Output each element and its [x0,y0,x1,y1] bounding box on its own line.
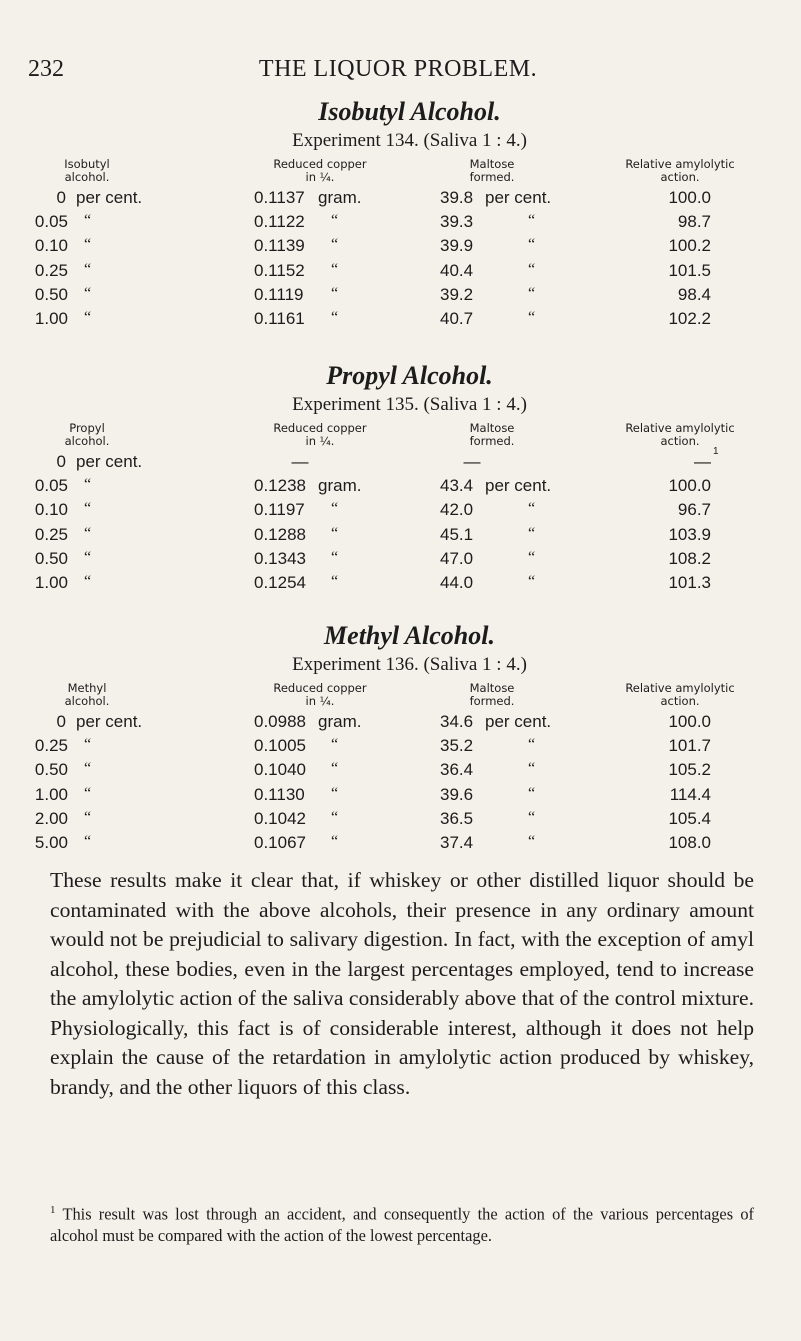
alcohol-percent: 1.00 [34,573,68,592]
alcohol-percent: 0 [56,452,66,471]
alcohol-percent-unit: “ [84,736,92,754]
maltose-formed: 43.4 [440,476,474,496]
relative-action: 114.4 [669,784,711,804]
reduced-copper: 0.1067 [254,833,306,852]
reduced-copper-unit: “ [331,736,339,754]
relative-action: 108.2 [668,548,711,568]
table-row [0,500,801,522]
maltose-formed: 39.9 [440,236,474,256]
alcohol-percent-unit: “ [84,236,92,254]
reduced-copper: 0.1139 [254,236,305,256]
table-row [0,760,801,782]
table-row [0,261,801,283]
maltose-formed: 39.3 [440,212,474,232]
maltose-formed: 40.7 [440,309,474,328]
maltose-formed: 34.6 [440,712,474,731]
column-header: Reduced copper [273,681,367,695]
reduced-copper-unit: “ [331,284,339,302]
column-header: Relative amylolytic [625,681,735,695]
column-header: in ¼. [305,434,335,448]
column-header: action. [660,694,700,708]
column-header: alcohol. [64,434,110,448]
reduced-copper: 0.1197 [254,500,305,520]
table-title: Propyl Alcohol. [326,361,493,390]
maltose-unit: “ [528,236,536,254]
table-row [0,212,801,234]
page-number: 232 [28,56,64,82]
alcohol-percent-unit: “ [84,309,92,326]
maltose-unit: per cent. [485,188,552,207]
column-header: in ¼. [305,170,335,184]
reduced-copper: — [291,452,309,471]
table-title: Isobutyl Alcohol. [318,97,501,126]
alcohol-percent-unit: “ [84,784,92,802]
reduced-copper: 0.1042 [254,808,306,828]
reduced-copper: 0.1238 [254,476,306,496]
table-row [0,236,801,258]
maltose-formed: 35.2 [440,736,474,756]
alcohol-percent-unit: “ [84,548,92,566]
column-header: Maltose [469,681,515,695]
relative-action: 108.0 [668,833,711,852]
reduced-copper-unit: gram. [318,712,362,731]
reduced-copper-unit: “ [331,236,339,254]
alcohol-percent-unit: “ [84,524,92,542]
alcohol-percent: 0.05 [34,212,68,232]
table-row [0,712,801,734]
reduced-copper-unit: “ [331,573,339,590]
table-row [0,549,801,571]
alcohol-percent-unit: “ [84,808,92,826]
table-row [0,736,801,758]
propyl-section [0,360,801,592]
maltose-unit: “ [528,284,536,302]
table-row [0,785,801,807]
alcohol-percent: 5.00 [34,833,68,852]
alcohol-percent: 0.25 [34,260,68,280]
alcohol-percent-unit: per cent. [76,452,143,471]
relative-action: — [694,452,711,471]
maltose-unit: “ [528,760,536,778]
reduced-copper-unit: “ [331,808,339,826]
relative-action: 98.7 [677,212,711,232]
reduced-copper-unit: “ [331,833,339,850]
alcohol-percent: 1.00 [34,784,68,804]
reduced-copper-unit: “ [331,760,339,778]
relative-action: 96.7 [677,500,711,520]
footnote-text: This result was lost through an accident, and consequently the action of the various percentages of alcohol must be compared with the action of the lowest percentage. [50,1204,754,1245]
alcohol-percent: 0.50 [34,760,68,780]
maltose-unit: “ [528,309,536,326]
table-row [0,809,801,831]
maltose-unit: “ [528,808,536,826]
table-row [0,833,801,855]
column-header: Maltose [469,421,515,435]
column-header: Relative amylolytic [625,157,735,171]
footnote-mark: 1 [50,1204,56,1216]
relative-action: 100.0 [668,712,711,731]
alcohol-percent-unit: per cent. [76,712,143,731]
relative-action: 98.4 [677,284,711,304]
column-header: Maltose [469,157,515,171]
alcohol-percent-unit: “ [84,212,92,230]
column-header: alcohol. [64,694,110,708]
footnote-reference: 1 [713,446,719,457]
methyl-section [0,620,801,852]
maltose-unit: “ [528,212,536,230]
maltose-formed: — [463,452,481,471]
alcohol-percent-unit: “ [84,833,92,850]
alcohol-percent-unit: “ [84,284,92,302]
maltose-formed: 47.0 [440,548,474,568]
reduced-copper: 0.0988 [254,712,306,731]
reduced-copper-unit: “ [331,260,339,278]
maltose-unit: per cent. [485,712,552,731]
maltose-formed: 39.8 [440,188,474,207]
reduced-copper: 0.1040 [254,760,306,780]
alcohol-percent-unit: “ [84,760,92,778]
table-row [0,573,801,595]
table-row [0,476,801,498]
relative-action: 100.0 [668,476,711,496]
table-row [0,525,801,547]
reduced-copper: 0.1137 [254,188,305,207]
relative-action: 105.2 [668,760,711,780]
maltose-unit: “ [528,573,536,590]
reduced-copper-unit: gram. [318,188,362,207]
reduced-copper-unit: “ [331,212,339,230]
relative-action: 100.0 [668,188,711,207]
reduced-copper: 0.1343 [254,548,306,568]
reduced-copper-unit: “ [331,500,339,518]
alcohol-percent-unit: “ [84,260,92,278]
relative-action: 101.7 [668,736,711,756]
relative-action: 101.3 [668,573,711,592]
column-header: Isobutyl [64,157,110,171]
column-header: Propyl [69,421,105,435]
table-subtitle: Experiment 136. (Saliva 1 : 4.) [292,654,527,675]
relative-action: 102.2 [668,309,711,328]
reduced-copper: 0.1122 [254,212,305,232]
reduced-copper: 0.1152 [254,260,305,280]
relative-action: 105.4 [668,808,711,828]
maltose-unit: per cent. [485,476,552,496]
table-subtitle: Experiment 135. (Saliva 1 : 4.) [292,394,527,415]
body-paragraph: These results make it clear that, if whiskey or other distilled liquor should be contaminated with the above alcohols, their presence in any ordinary amount would not be prejudicial to salivary digestion. In fact, with the exception of amyl alcohol, these bodies, even in the largest percentages employed, tend to increase the amylolytic action of the saliva considerably above that of the control mixture. Physiologically, this fact is of considerable interest, although it does not help explain the cause of the retardation in amylolytic action produced by whiskey, brandy, and the other liquors of this class. [50,868,754,1099]
alcohol-percent: 1.00 [34,309,68,328]
column-header: Reduced copper [273,157,367,171]
maltose-unit: “ [528,736,536,754]
alcohol-percent: 0 [56,712,66,731]
maltose-unit: “ [528,833,536,850]
column-header: formed. [469,434,515,448]
reduced-copper: 0.1288 [254,524,306,544]
maltose-unit: “ [528,500,536,518]
alcohol-percent: 0.25 [34,736,68,756]
column-header: action. [660,434,700,448]
maltose-unit: “ [528,784,536,802]
reduced-copper-unit: “ [331,548,339,566]
maltose-unit: “ [528,548,536,566]
table-title: Methyl Alcohol. [324,621,495,650]
maltose-formed: 36.4 [440,760,474,780]
maltose-formed: 37.4 [440,833,474,852]
alcohol-percent: 0 [56,188,66,207]
column-header: action. [660,170,700,184]
maltose-unit: “ [528,524,536,542]
maltose-formed: 42.0 [440,500,474,520]
alcohol-percent: 0.25 [34,524,68,544]
reduced-copper: 0.1119 [254,284,304,304]
relative-action: 100.2 [668,236,711,256]
reduced-copper: 0.1254 [254,573,306,592]
alcohol-percent-unit: “ [84,500,92,518]
running-head [28,56,768,88]
maltose-unit: “ [528,260,536,278]
reduced-copper: 0.1130 [254,784,305,804]
column-header: formed. [469,170,515,184]
alcohol-percent: 0.10 [34,236,68,256]
alcohol-percent-unit: per cent. [76,188,143,207]
table-row [0,446,801,474]
column-header: formed. [469,694,515,708]
table-row [0,309,801,331]
running-title: THE LIQUOR PROBLEM. [258,56,538,82]
reduced-copper: 0.1005 [254,736,306,756]
maltose-formed: 36.5 [440,808,474,828]
alcohol-percent-unit: “ [84,573,92,590]
relative-action: 103.9 [668,524,711,544]
table-row [0,285,801,307]
maltose-formed: 44.0 [440,573,474,592]
maltose-formed: 39.2 [440,284,474,304]
alcohol-percent: 0.50 [34,284,68,304]
table-row [0,188,801,210]
maltose-formed: 40.4 [440,260,474,280]
column-header: Reduced copper [273,421,367,435]
alcohol-percent-unit: “ [84,476,92,494]
table-subtitle: Experiment 134. (Saliva 1 : 4.) [292,130,527,151]
reduced-copper-unit: gram. [318,476,362,496]
reduced-copper-unit: “ [331,784,339,802]
alcohol-percent: 2.00 [34,808,68,828]
column-header: Relative amylolytic [625,421,735,435]
relative-action: 101.5 [668,260,711,280]
reduced-copper: 0.1161 [254,309,305,328]
reduced-copper-unit: “ [331,309,339,326]
column-header: alcohol. [64,170,110,184]
alcohol-percent: 0.50 [34,548,68,568]
alcohol-percent: 0.10 [34,500,68,520]
isobutyl-section [0,96,801,328]
maltose-formed: 45.1 [440,524,474,544]
footnote [50,1200,754,1246]
column-header: in ¼. [305,694,335,708]
maltose-formed: 39.6 [440,784,474,804]
alcohol-percent: 0.05 [34,476,68,496]
reduced-copper-unit: “ [331,524,339,542]
column-header: Methyl [67,681,107,695]
